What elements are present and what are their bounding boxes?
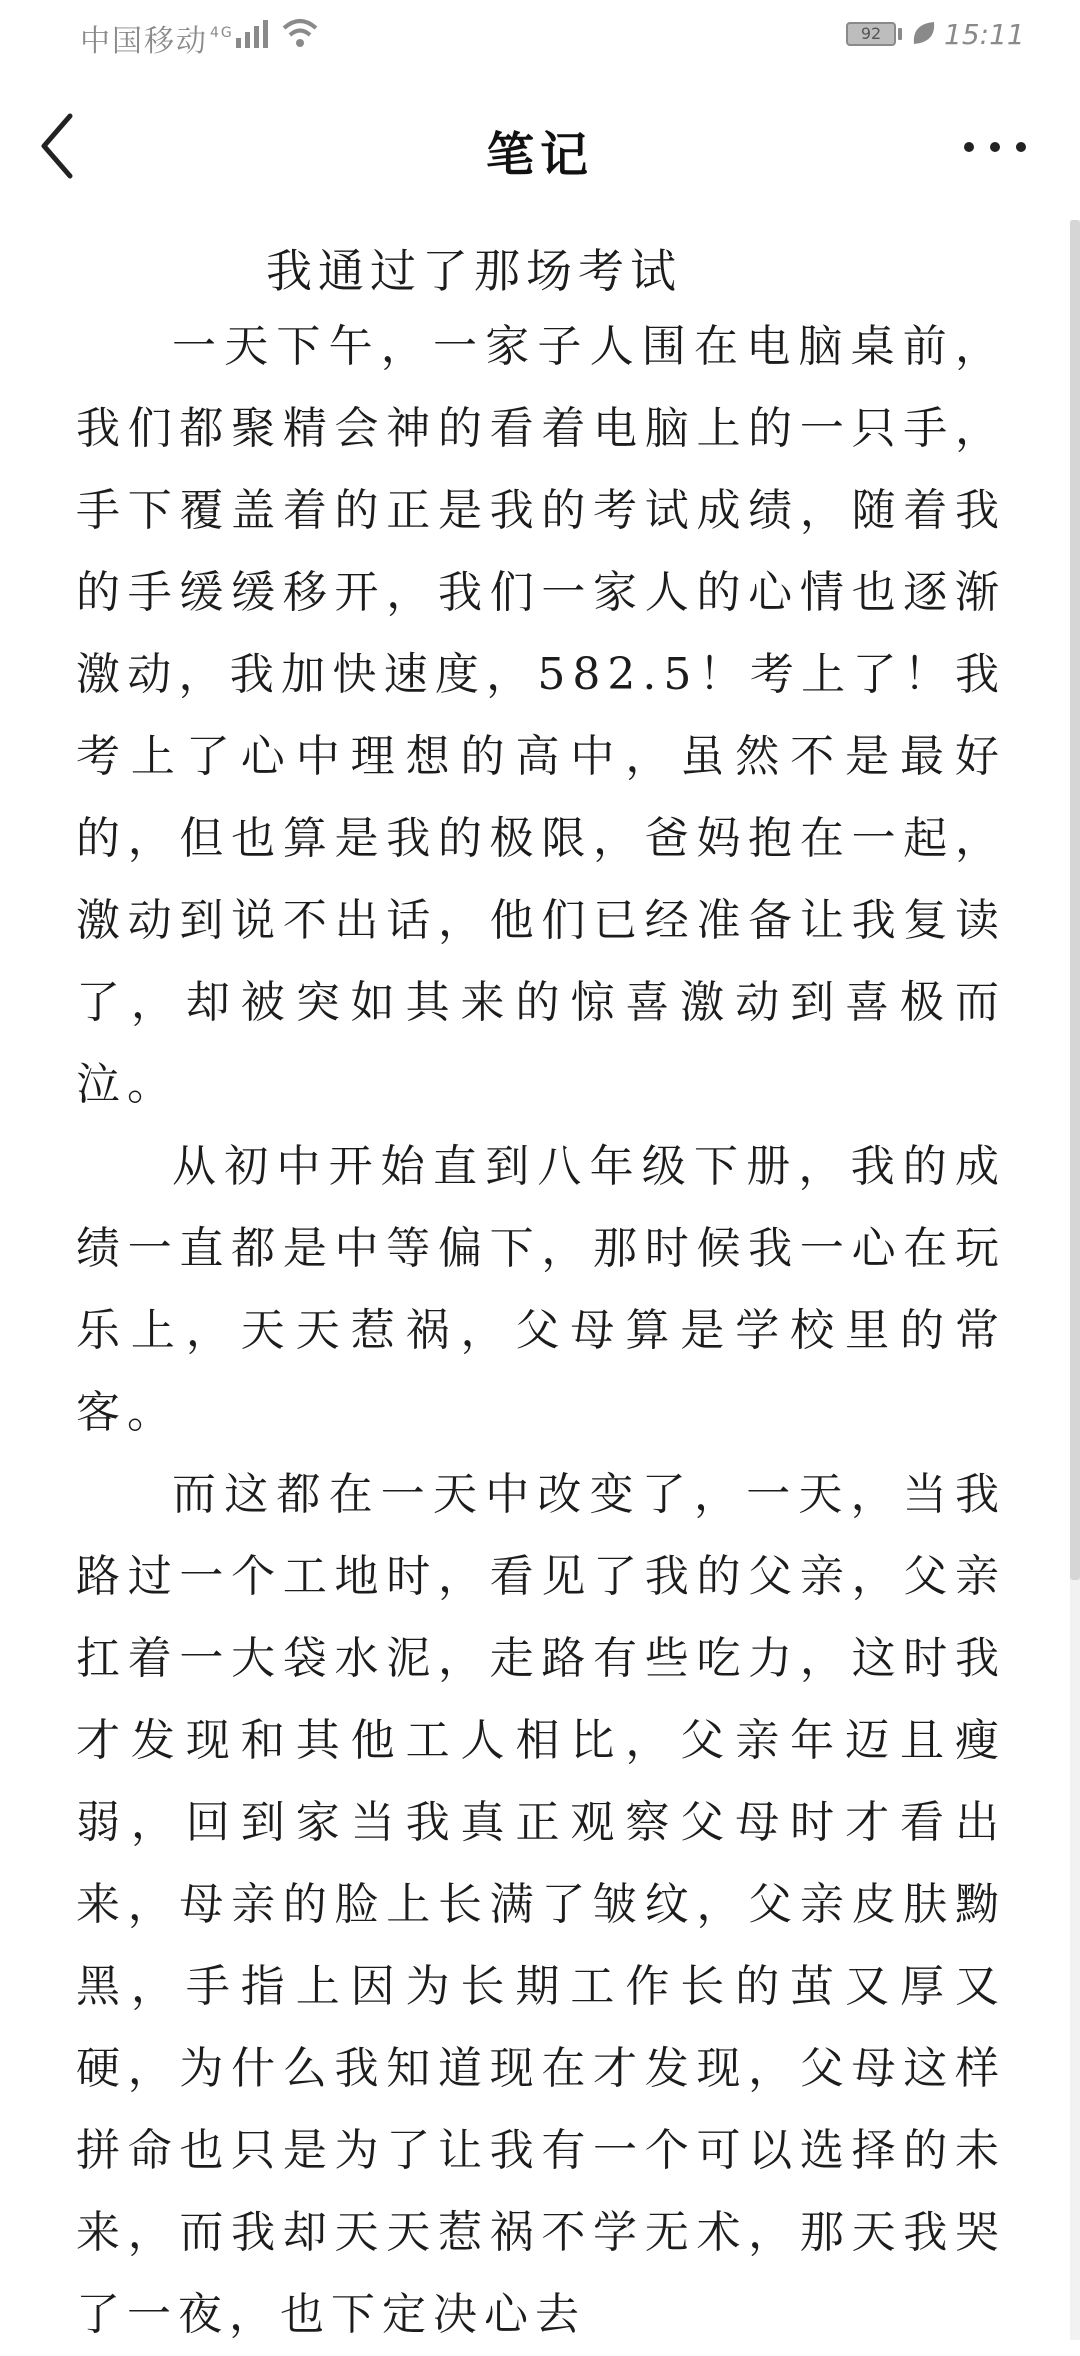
battery-icon [846, 22, 896, 46]
note-paragraph: 从初中开始直到八年级下册，我的成绩一直都是中等偏下，那时候我一心在玩乐上，天天惹祸，父母算是学校里的常客。 [76, 1141, 1006, 1438]
note-content[interactable] [76, 236, 1006, 2356]
wifi-icon [280, 16, 320, 50]
signal-icon [234, 18, 274, 48]
network-type: 4G [210, 25, 234, 41]
more-dot-icon [964, 142, 974, 152]
scrollbar-thumb[interactable] [1070, 220, 1080, 1580]
note-title: 我通过了那场考试 [266, 244, 682, 298]
page-title: 笔记 [485, 127, 594, 183]
nav-bar [0, 72, 1080, 222]
note-paragraph: 而这都在一天中改变了，一天，当我路过一个工地时，看见了我的父亲，父亲扛着一大袋水泥，走路有些吃力，这时我才发现和其他工人相比，父亲年迈且瘦弱，回到家当我真正观察父母时才看出来，母亲的脸上长满了皱纹，父亲皮肤黝黑，手指上因为长期工作长的茧又厚又硬，为什么我知道现在才发现，父母这样拼命也只是为了让我有一个可以选择的未来，而我却天天惹祸不学无术，那天我哭了一夜，也下定决心去 [76, 1469, 1006, 2340]
note-paragraph: 一天下午，一家子人围在电脑桌前，我们都聚精会神的看着电脑上的一只手，手下覆盖着的正是我的考试成绩，随着我的手缓缓移开，我们一家人的心情也逐渐激动，我加快速度，582.5！考上了！我考上了心中理想的高中，虽然不是最好的，但也算是我的极限，爸妈抱在一起，激动到说不出话，他们已经准备让我复读了，却被突如其来的惊喜激动到喜极而泣。 [76, 321, 1006, 1110]
more-dot-icon [990, 142, 1000, 152]
status-time: 15:11 [944, 18, 1025, 51]
more-dot-icon [1016, 142, 1026, 152]
battery-tip [898, 28, 902, 40]
battery-level: 92 [860, 24, 882, 43]
carrier-name: 中国移动 $^{4G}$ [80, 24, 234, 59]
more-options-button[interactable] [960, 126, 1030, 166]
leaf-icon [910, 18, 938, 48]
status-bar [0, 0, 1080, 72]
